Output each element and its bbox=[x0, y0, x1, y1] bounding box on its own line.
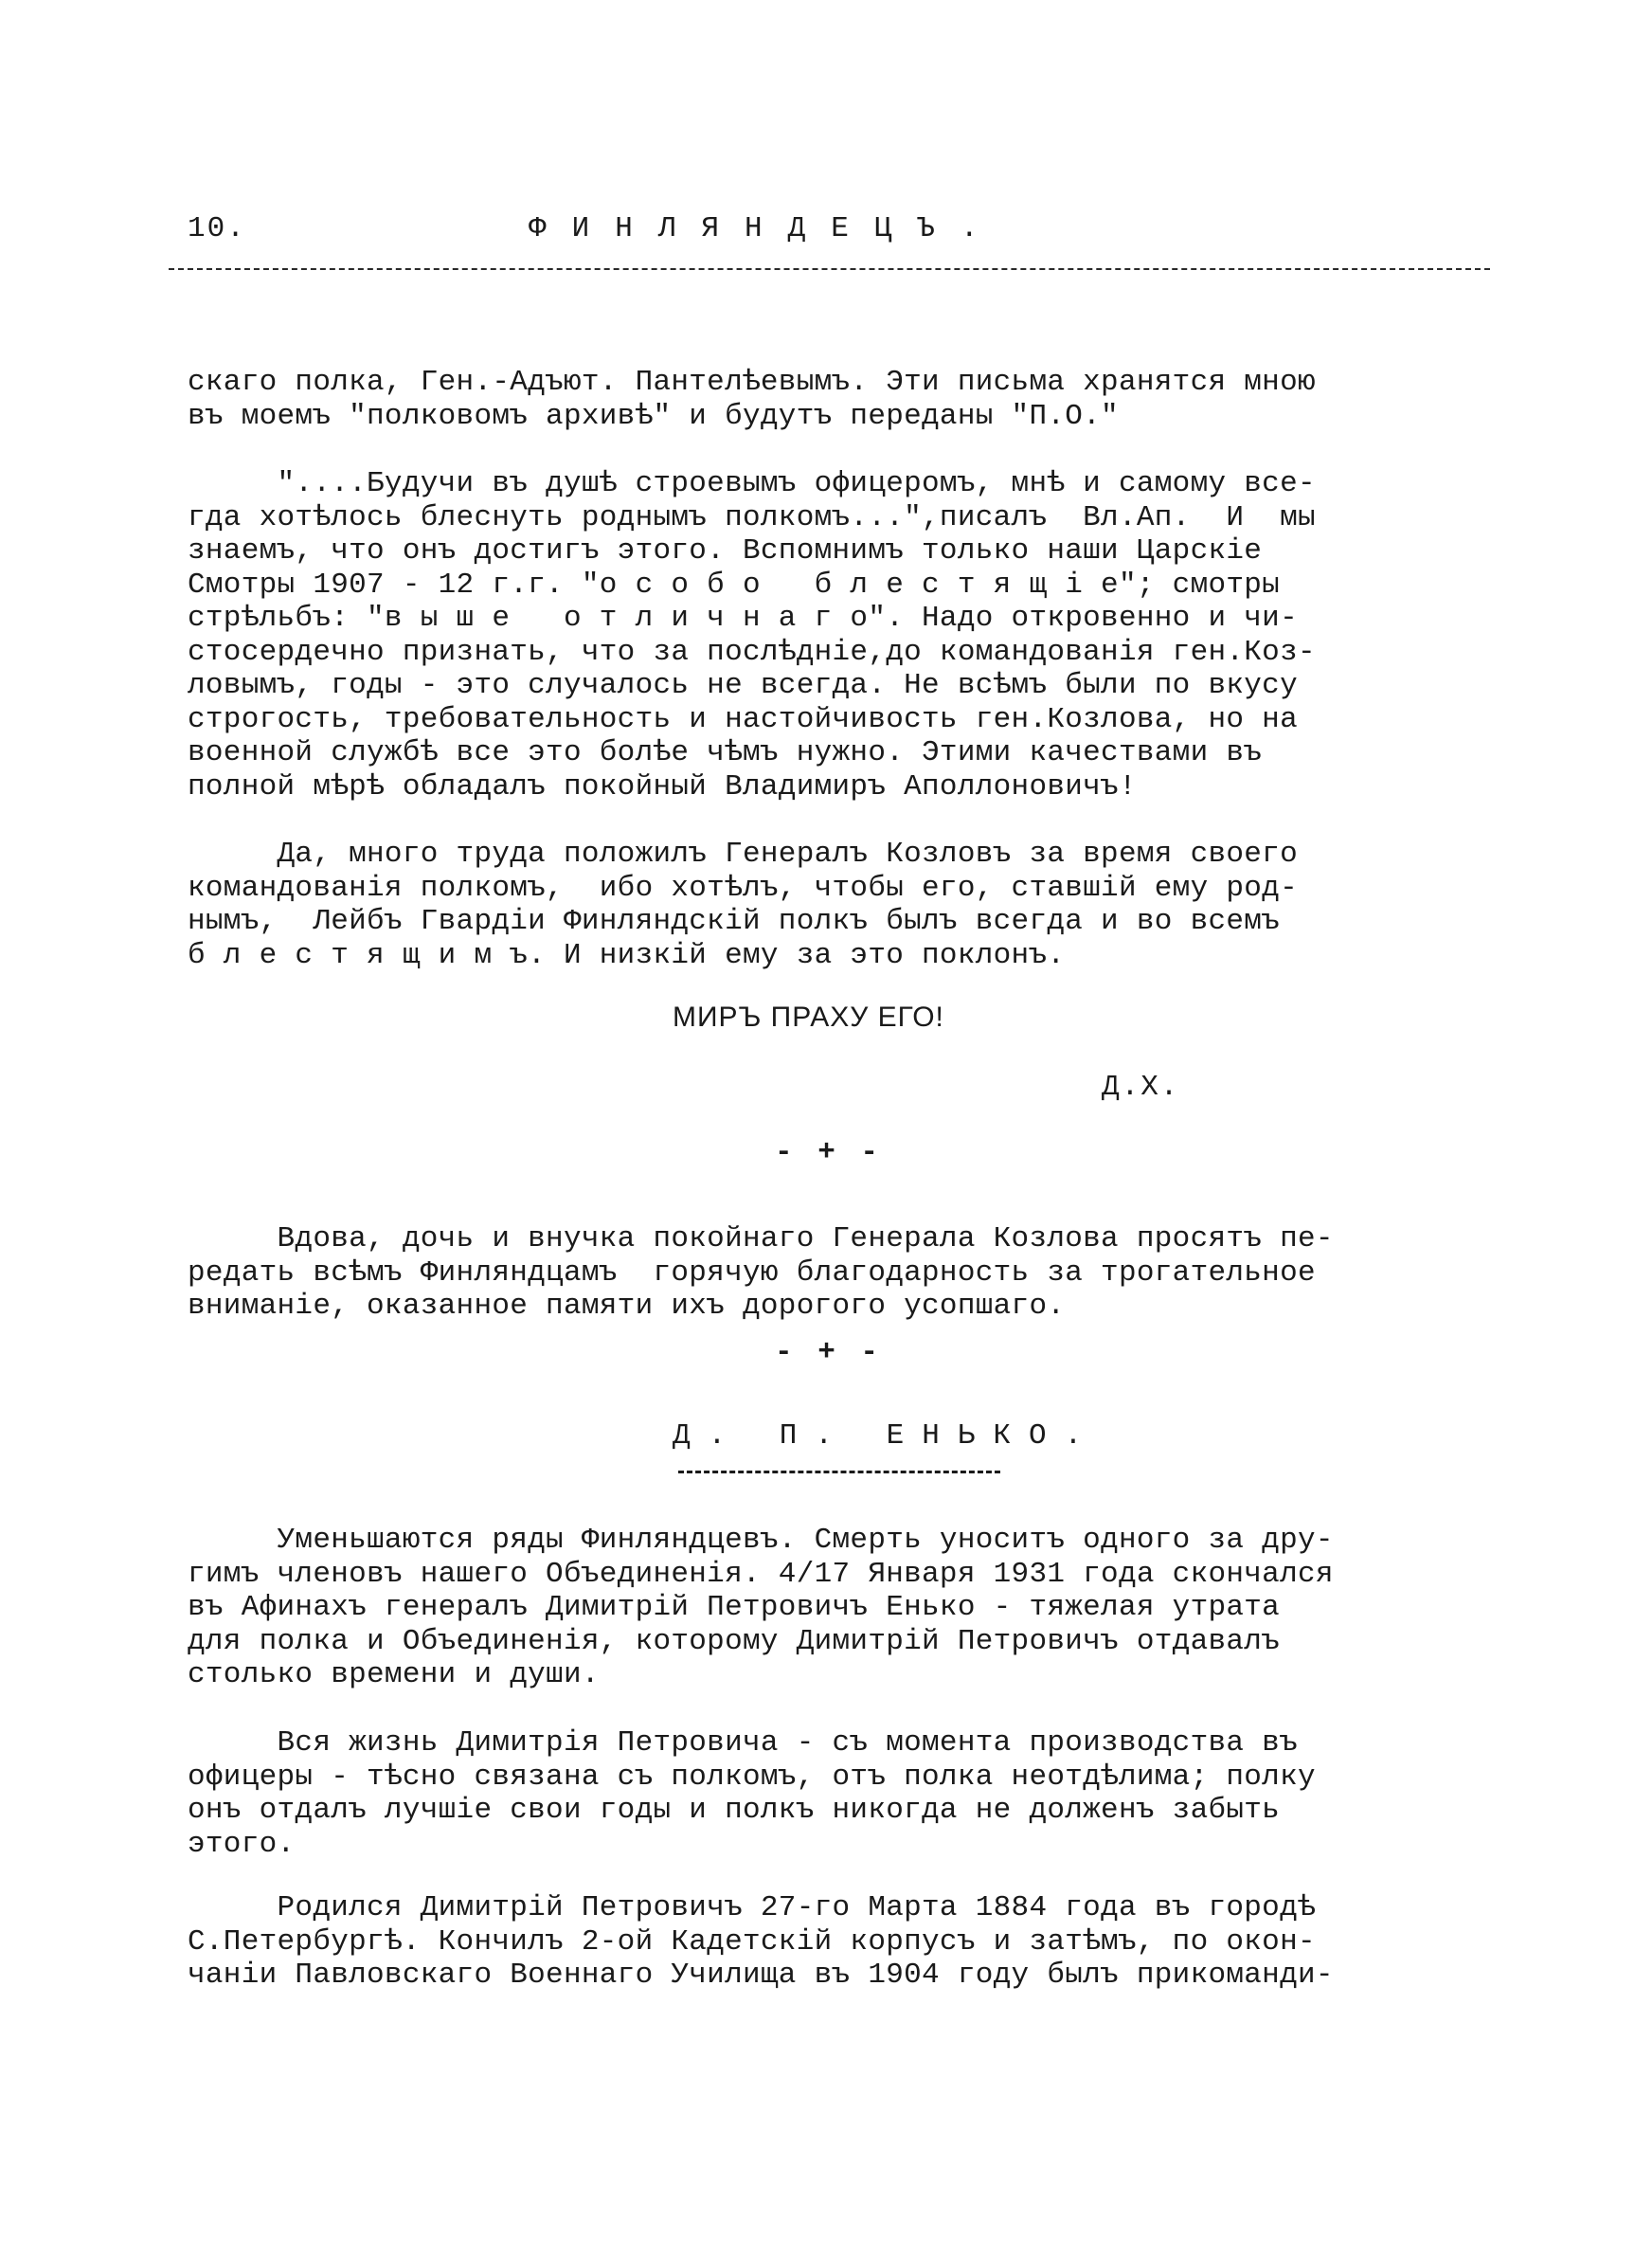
paragraph-obituary-intro: Уменьшаются ряды Финляндцевъ. Смерть уноситъ одного за дру- гимъ членовъ нашего Объединенія. 4/17 Января 1931 года скончался въ Афинахъ генералъ Димитрій Петровичъ Енько - тяжелая утрата для полка и Объединенія, которому Димитрій Петровичъ отдавалъ столько времени и души. bbox=[188, 1524, 1334, 1691]
page-number: 10. bbox=[188, 212, 246, 245]
page-header bbox=[169, 208, 1490, 256]
paragraph-quote: "....Будучи въ душѣ строевымъ офицеромъ, мнѣ и самому все- гда хотѣлось блеснуть роднымъ полкомъ...",писалъ Вл.Ап. И мы знаемъ, что онъ достигъ этого. Вспомнимъ только наши Царскіе Смотры 1907 - 12 г.г. "о с о б о б л е с т я щ і е"; смотры стрѣльбъ: "в ы ш е о т л и ч н а г о". Надо откровенно и чи- стосердечно признать, что за послѣдніе,до командованія ген.Коз- ловымъ, годы - это случалось не всегда. Не всѣмъ были по вкусу строгость, требовательность и настойчивость ген.Козлова, но на военной службѣ все это болѣе чѣмъ нужно. Этими качествами въ полной мѣрѣ обладалъ покойный Владимиръ Аполлоновичъ! bbox=[188, 467, 1316, 803]
section-separator: - + - bbox=[775, 1336, 883, 1369]
section-separator: - + - bbox=[775, 1136, 883, 1169]
paragraph-obituary-biography: Родился Димитрій Петровичъ 27-го Марта 1884 года въ городѣ С.Петербургѣ. Кончилъ 2-ой Кадетскій корпусъ и затѣмъ, по окон- чаніи Павловскаго Военнаго Училища въ 1904 году былъ прикоманди- bbox=[188, 1891, 1334, 1992]
header-rule bbox=[169, 268, 1490, 270]
paragraph-obituary-life: Вся жизнь Димитрія Петровича - съ момента производства въ офицеры - тѣсно связана съ полкомъ, отъ полка неотдѣлима; полку онъ отдалъ лучшіе свои годы и полкъ никогда не долженъ забыть этого. bbox=[188, 1726, 1316, 1861]
running-title: ФИНЛЯНДЕЦЪ. bbox=[529, 212, 1004, 245]
paragraph-tribute: Да, много труда положилъ Генералъ Козловъ за время своего командованія полкомъ, ибо хотѣлъ, чтобы его, ставшій ему род- нымъ, Лейбъ Гвардіи Финляндскій полкъ былъ всегда и во всемъ б л е с т я щ и м ъ. И низкій ему за это поклонъ. bbox=[188, 838, 1298, 972]
paragraph-family-thanks: Вдова, дочь и внучка покойнаго Генерала Козлова просятъ пе- редать всѣмъ Финляндцамъ горячую благодарность за трогательное вниманіе, оказанное памяти ихъ дорогого усопшаго. bbox=[188, 1222, 1334, 1323]
heading-underline bbox=[678, 1471, 1000, 1473]
paragraph-continuation: скаго полка, Ген.-Адъют. Пантелѣевымъ. Эти письма хранятся мною въ моемъ "полковомъ архивѣ" и будутъ переданы "П.О." bbox=[188, 366, 1316, 433]
obituary-heading: Д. П. ЕНЬКО. bbox=[673, 1419, 1101, 1453]
motto-line: МИРЪ ПРАХУ ЕГО! bbox=[673, 1002, 944, 1033]
author-initials: Д.Х. bbox=[1102, 1071, 1180, 1104]
